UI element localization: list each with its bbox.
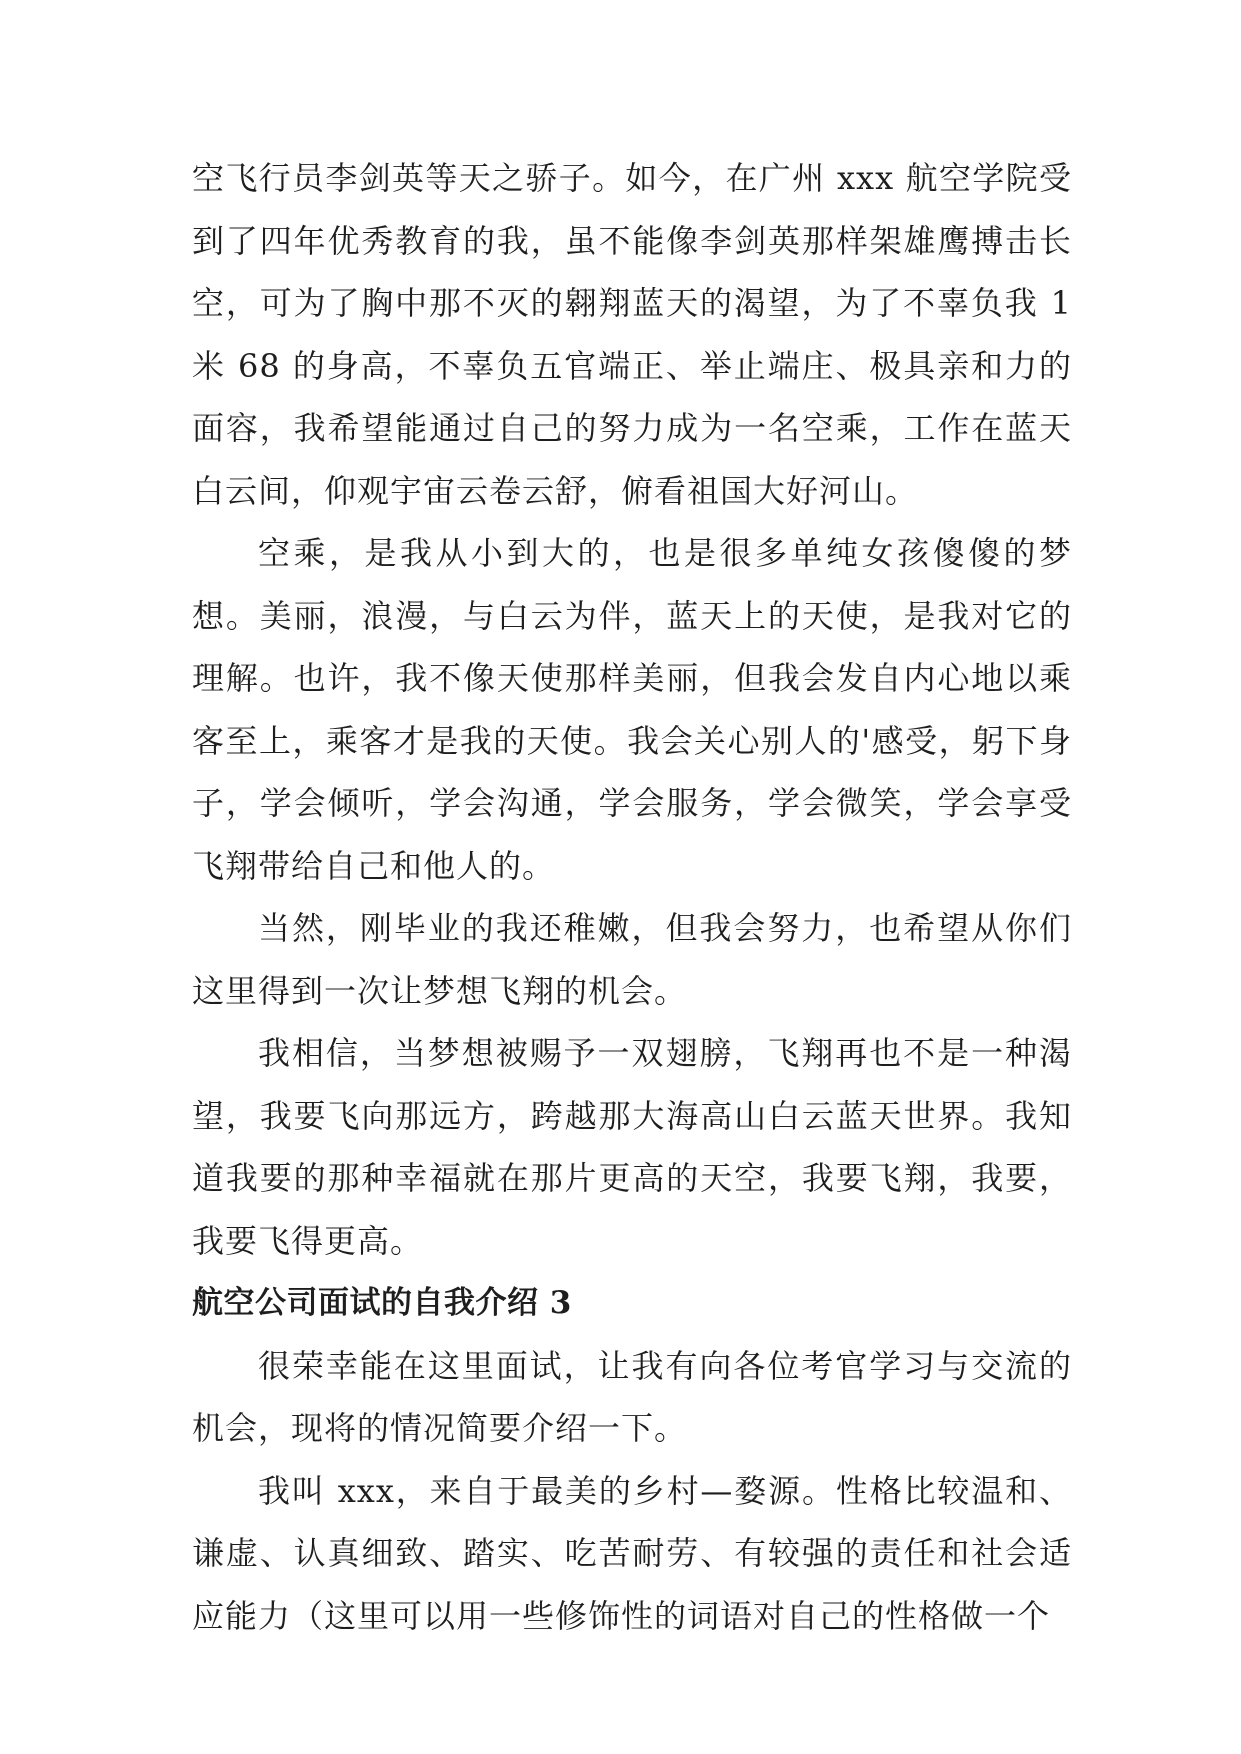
document-body xyxy=(192,147,1072,1647)
paragraph: 我相信，当梦想被赐予一双翅膀，飞翔再也不是一种渴望，我要飞向那远方，跨越那大海高山白云蓝天世界。我知道我要的那种幸福就在那片更高的天空，我要飞翔，我要，我要飞得更高。 xyxy=(192,1034,1072,1260)
paragraph: 空乘，是我从小到大的，也是很多单纯女孩傻傻的梦想。美丽，浪漫，与白云为伴，蓝天上的天使，是我对它的理解。也许，我不像天使那样美丽，但我会发自内心地以乘客至上，乘客才是我的天使。我会关心别人的'感受，躬下身子，学会倾听，学会沟通，学会服务，学会微笑，学会享受飞翔带给自己和他人的。 xyxy=(192,534,1072,885)
paragraph: 很荣幸能在这里面试，让我有向各位考官学习与交流的机会，现将的情况简要介绍一下。 xyxy=(192,1346,1072,1447)
section-heading: 航空公司面试的自我介绍 3 xyxy=(192,1285,572,1321)
paragraph: 我叫 xxx，来自于最美的乡村—婺源。性格比较温和、谦虚、认真细致、踏实、吃苦耐劳、有较强的责任和社会适应能力（这里可以用一些修饰性的词语对自己的性格做一个 xyxy=(192,1471,1072,1635)
paragraph: 当然，刚毕业的我还稚嫩，但我会努力，也希望从你们这里得到一次让梦想飞翔的机会。 xyxy=(192,909,1072,1010)
paragraph-continued: 空飞行员李剑英等天之骄子。如今，在广州 xxx 航空学院受到了四年优秀教育的我，虽不能像李剑英那样架雄鹰搏击长空，可为了胸中那不灭的翱翔蓝天的渴望，为了不辜负我 1 米 68 的身高，不辜负五官端正、举止端庄、极具亲和力的面容，我希望能通过自己的努力成为一名空乘，工作在蓝天白云间，仰观宇宙云卷云舒，俯看祖国大好河山。 xyxy=(192,159,1072,510)
